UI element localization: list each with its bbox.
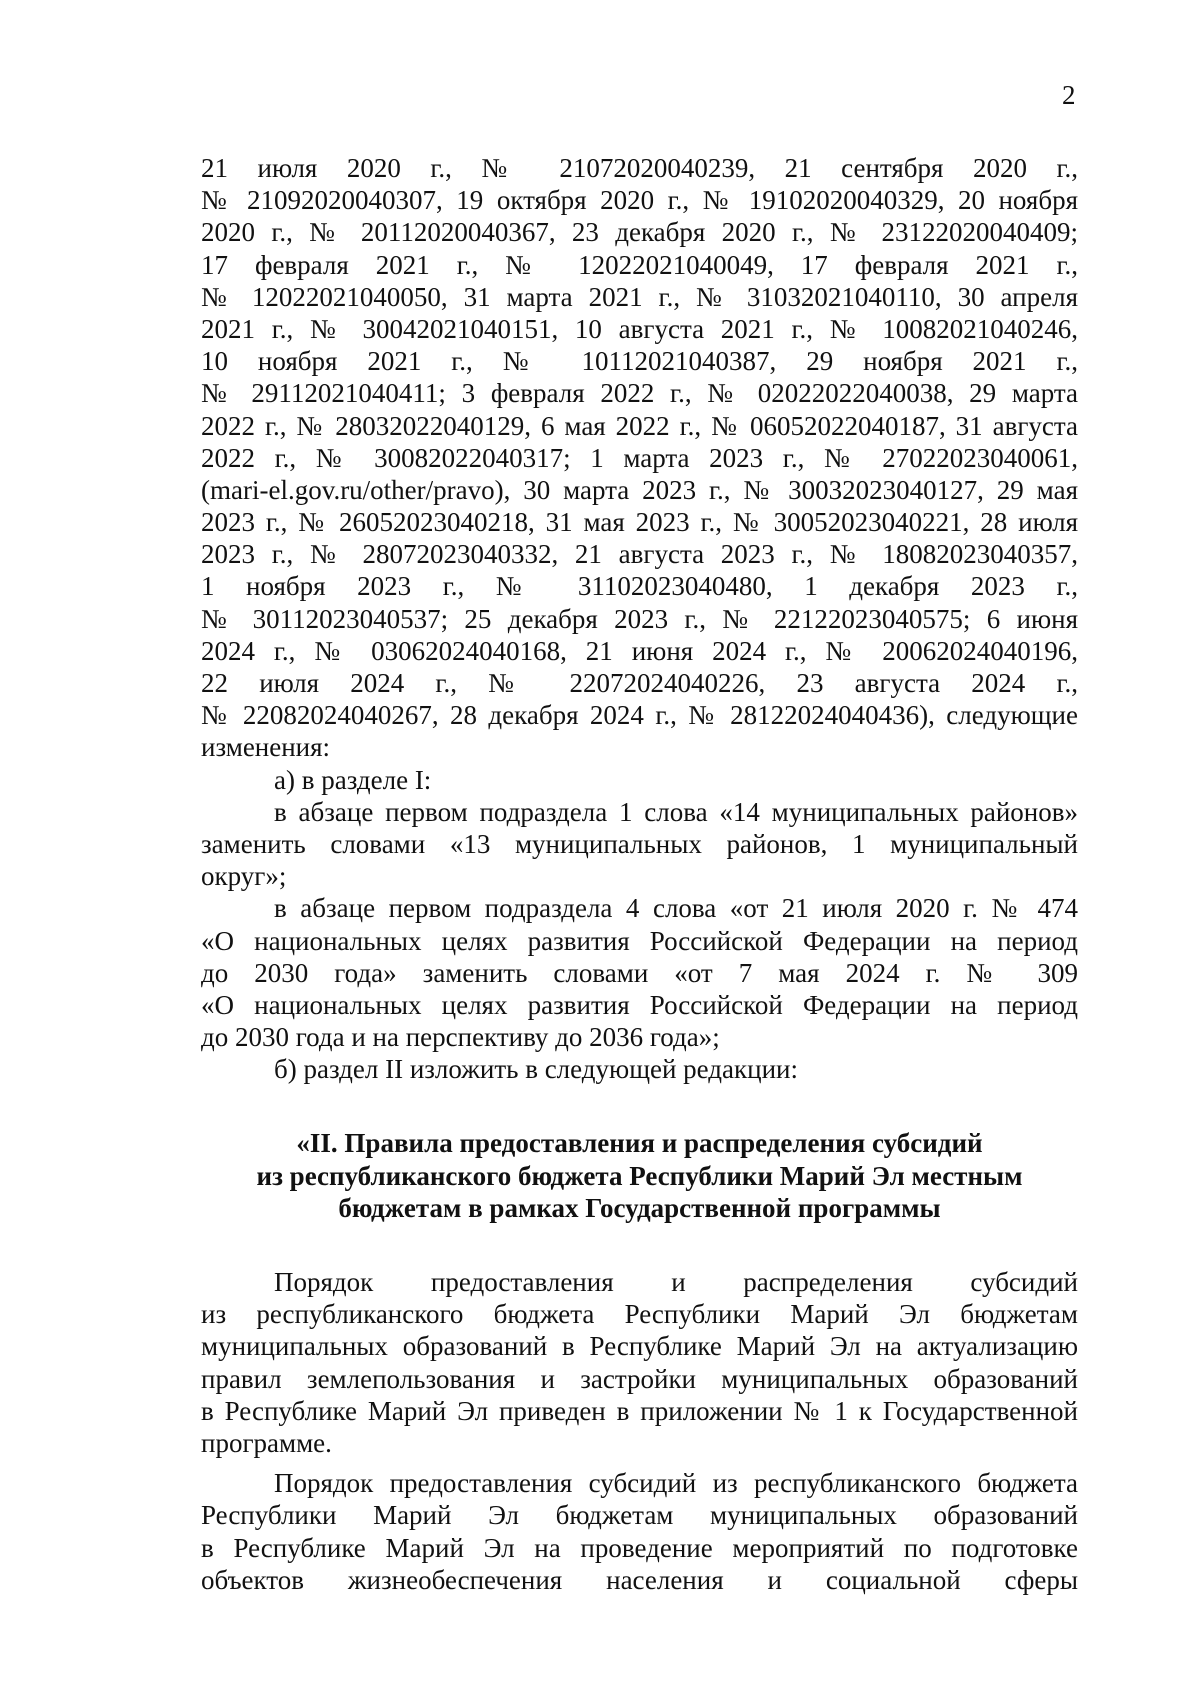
text-line: 22 июля 2024 г., № 22072024040226, 23 августа 2024 г., (201, 668, 1078, 698)
text-line: изменения: (201, 732, 331, 763)
text-line: муниципальных образований в Республике Марий Эл на актуализацию (201, 1331, 1078, 1362)
text-line: округ»; (201, 861, 287, 892)
text-line: из республиканского бюджета Республики Марий Эл бюджетам (201, 1299, 1078, 1330)
section-heading (201, 1127, 1078, 1224)
text-line: № 12022021040050, 31 марта 2021 г., № 31032021040110, 30 апреля (201, 281, 1078, 312)
text-line: «О национальных целях развития Российской Федерации на период (201, 989, 1078, 1020)
text-line: 2023 г., № 28072023040332, 21 августа 2023 г., № 18082023040357, (201, 539, 1078, 570)
text-line: № 30112023040537; 25 декабря 2023 г., № 22122023040575; 6 июня (201, 603, 1078, 634)
text-line: «О национальных целях развития Российской Федерации на период (201, 925, 1078, 956)
text-line: 10 ноября 2021 г., № 10112021040387, 29 ноября 2021 г., (201, 346, 1078, 377)
text-line: 21 июля 2020 г., № 21072020040239, 21 сентября 2020 г., (201, 153, 1078, 183)
text-line: Республики Марий Эл бюджетам муниципальных образований (201, 1500, 1078, 1531)
document-body (201, 152, 1078, 1596)
text-line: до 2030 года и на перспективу до 2036 года»; (201, 1022, 720, 1053)
text-line: № 22082024040267, 28 декабря 2024 г., № 28122024040436), следующие (201, 700, 1078, 731)
text-line: в Республике Марий Эл на проведение мероприятий по подготовке (201, 1532, 1078, 1563)
text-line: Порядок предоставления и распределения субсидий (274, 1267, 1078, 1297)
text-line: 2023 г., № 26052023040218, 31 мая 2023 г., № 30052023040221, 28 июля (201, 507, 1078, 538)
spacer (201, 1224, 1078, 1266)
text-line: 2024 г., № 03062024040168, 21 июня 2024 г., № 20062024040196, (201, 635, 1078, 666)
text-line: 2022 г., № 30082022040317; 1 марта 2023 г., № 27022023040061, (201, 442, 1078, 473)
text-line: 17 февраля 2021 г., № 12022021040049, 17 февраля 2021 г., (201, 249, 1078, 280)
paragraph-p1 (201, 1266, 1078, 1459)
text-line: правил землепользования и застройки муниципальных образований (201, 1363, 1078, 1394)
text-line: (mari-el.gov.ru/other/pravo), 30 марта 2023 г., № 30032023040127, 29 мая (201, 474, 1078, 505)
text-line: программе. (201, 1427, 332, 1458)
spacer (201, 1459, 1078, 1467)
heading-line: «II. Правила предоставления и распределения субсидий (296, 1128, 983, 1159)
text-line: в абзаце первом подраздела 1 слова «14 муниципальных районов» (274, 796, 1078, 827)
text-line: Порядок предоставления субсидий из республиканского бюджета (274, 1468, 1078, 1499)
text-line: 2020 г., № 20112020040367, 23 декабря 2020 г., № 23122020040409; (201, 217, 1078, 248)
paragraph-a2 (201, 892, 1078, 1053)
item-b: б) раздел II изложить в следующей редакции: (274, 1054, 798, 1085)
paragraph-a1 (201, 796, 1078, 893)
text-line: в Республике Марий Эл приведен в приложении № 1 к Государственной (201, 1395, 1078, 1426)
text-line: 1 ноября 2023 г., № 31102023040480, 1 декабря 2023 г., (201, 571, 1078, 602)
page-number: 2 (1062, 80, 1076, 110)
heading-line: бюджетам в рамках Государственной программы (338, 1192, 941, 1223)
text-line: в абзаце первом подраздела 4 слова «от 21 июля 2020 г. № 474 (274, 893, 1078, 924)
item-a: а) в разделе I: (274, 764, 432, 795)
text-line: № 21092020040307, 19 октября 2020 г., № 19102020040329, 20 ноября (201, 185, 1078, 216)
heading-line: из республиканского бюджета Республики Марий Эл местным (256, 1160, 1023, 1191)
paragraph-p2 (201, 1467, 1078, 1596)
text-line: № 29112021040411; 3 февраля 2022 г., № 02022022040038, 29 марта (201, 378, 1078, 409)
amendment-references (201, 152, 1078, 764)
spacer (201, 1085, 1078, 1127)
text-line: заменить словами «13 муниципальных районов, 1 муниципальный (201, 828, 1078, 859)
text-line: 2022 г., № 28032022040129, 6 мая 2022 г., № 06052022040187, 31 августа (201, 410, 1078, 441)
text-line: объектов жизнеобеспечения населения и социальной сферы (201, 1564, 1078, 1595)
text-line: до 2030 года» заменить словами «от 7 мая 2024 г. № 309 (201, 957, 1078, 988)
text-line: 2021 г., № 30042021040151, 10 августа 2021 г., № 10082021040246, (201, 313, 1078, 344)
